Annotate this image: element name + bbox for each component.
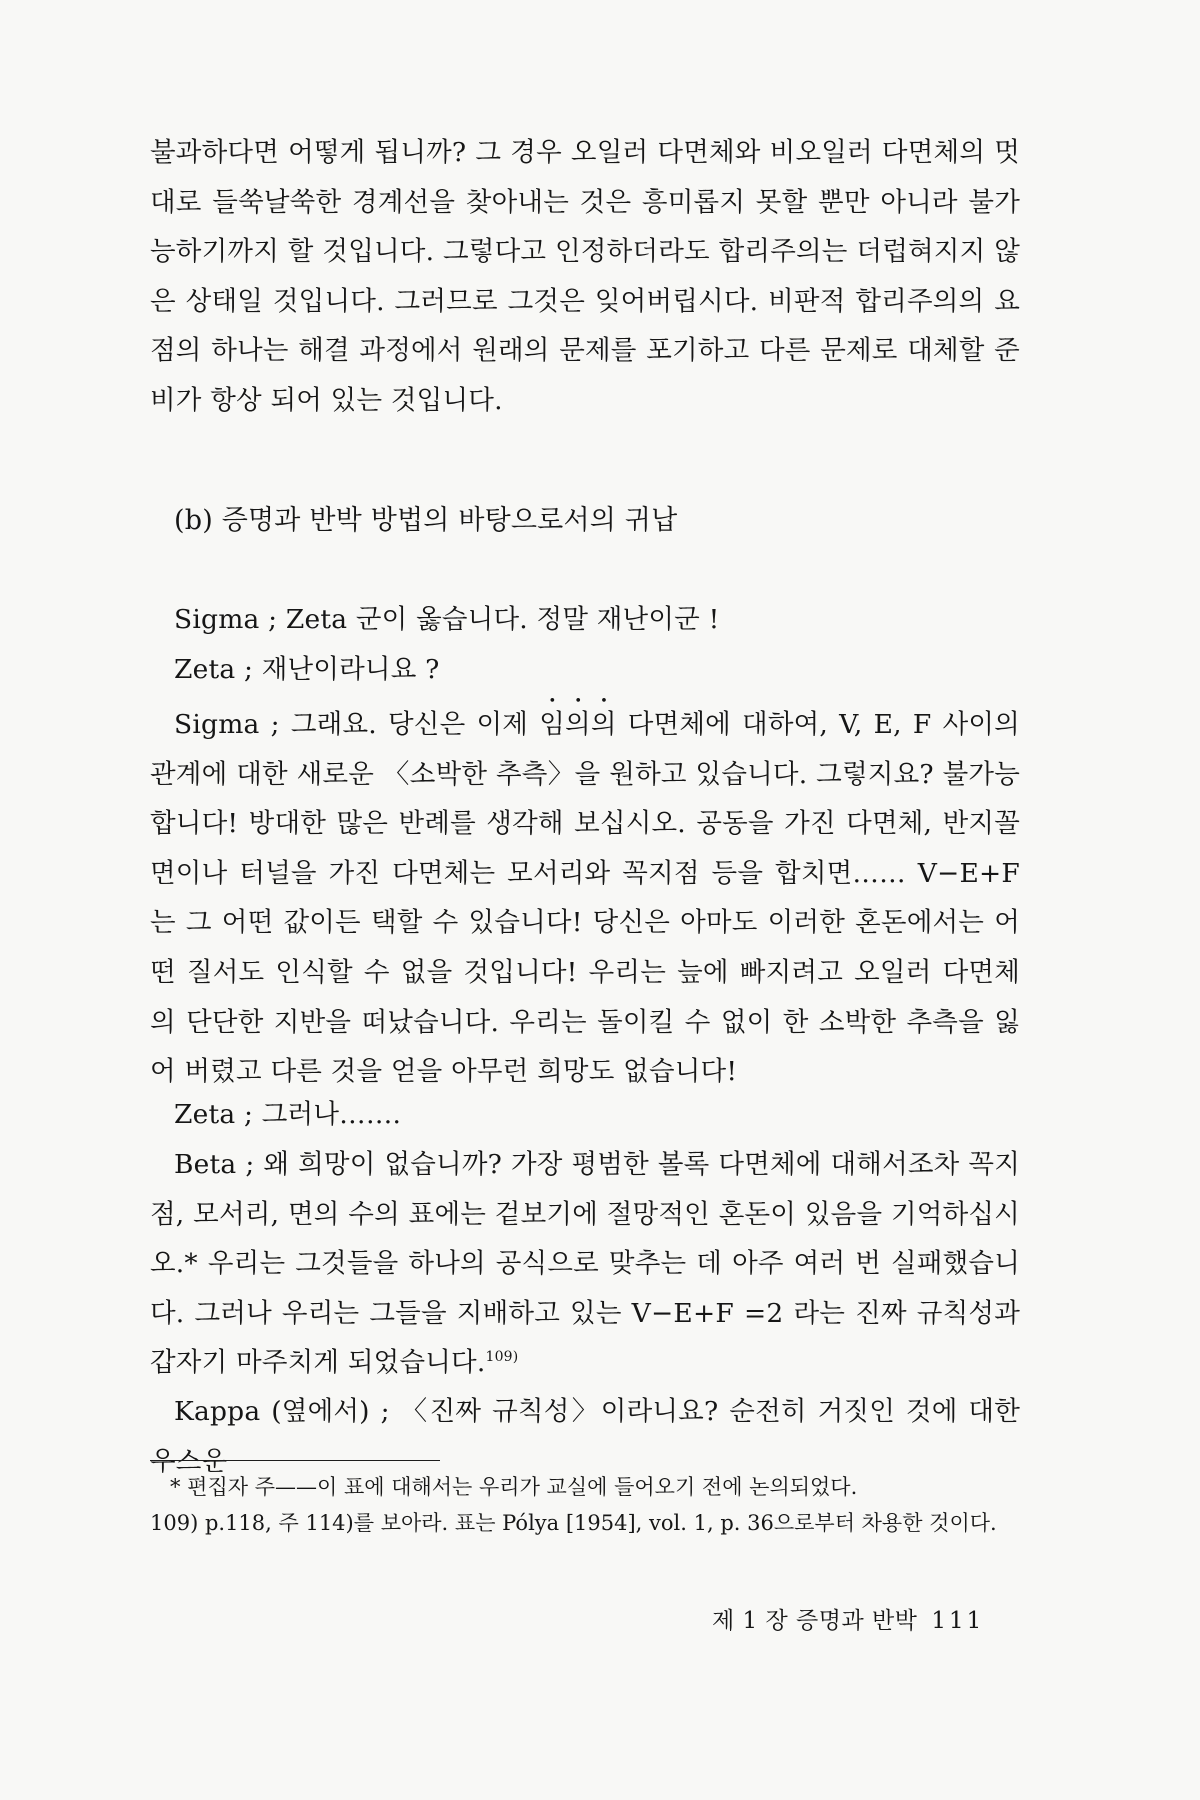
sigma-2-rest: 다면체에 대하여, V, E, F 사이의 관계에 대한 새로운 〈소박한 추측〉을 원하고 있습니다. 그렇지요? 불가능합니다! 방대한 많은 반례를 생각해 보십시오. 공동을 가진 다면체, 반지꼴 면이나 터널을 가진 다면체는 모서리와 꼭지점 등을 합치면…… V−E+F 는 그 어떤 값이든 택할 수 있습니다! 당신은 아마도 이러한 혼돈에서는 어떤 질서도 인식할 수 없을 것입니다! 우리는 늪에 빠지려고 오일러 다면체의 단단한 지반을 떠났습니다. 우리는 돌이킬 수 없이 한 소박한 추측을 잃어 버렸고 다른 것을 얻을 아무런 희망도 없습니다! xyxy=(150,709,1020,1088)
footnote-reference-109: 109) xyxy=(485,1349,519,1366)
page-number: 111 xyxy=(931,1608,985,1634)
zeta-line-1: Zeta ; 재난이라니요 ? xyxy=(174,654,440,685)
sigma-2-lead: Sigma ; 그래요. 당신은 이제 xyxy=(174,709,540,740)
editor-footnote: * 편집자 주——이 표에 대해서는 우리가 교실에 들어오기 전에 논의되었다. xyxy=(170,1475,858,1499)
emphasized-word: 임의의 xyxy=(539,709,617,740)
zeta-line-2: Zeta ; 그러나……. xyxy=(174,1099,402,1130)
section-heading: (b) 증명과 반박 방법의 바탕으로서의 귀납 xyxy=(174,505,678,536)
beta-paragraph xyxy=(150,1140,1020,1388)
footnote-109: 109) p.118, 주 114)를 보아라. 표는 Pólya [1954], vol. 1, p. 36으로부터 차용한 것이다. xyxy=(150,1511,997,1535)
intro-paragraph: 불과하다면 어떻게 됩니까? 그 경우 오일러 다면체와 비오일러 다면체의 멋대로 들쑥날쑥한 경계선을 찾아내는 것은 흥미롭지 못할 뿐만 아니라 불가능하기까지 할 것입니다. 그렇다고 인정하더라도 합리주의는 더럽혀지지 않은 상태일 것입니다. 그러므로 그것은 잊어버립시다. 비판적 합리주의의 요점의 하나는 해결 과정에서 원래의 문제를 포기하고 다른 문제로 대체할 준비가 항상 되어 있는 것입니다. xyxy=(150,137,1020,416)
chapter-title: 제 1 장 증명과 반박 xyxy=(712,1608,918,1634)
sigma-paragraph-2 xyxy=(150,694,1020,1097)
footnote-divider xyxy=(150,1460,440,1461)
beta-text: Beta ; 왜 희망이 없습니까? 가장 평범한 볼록 다면체에 대해서조차 꼭지점, 모서리, 면의 수의 표에는 겉보기에 절망적인 혼돈이 있음을 기억하십시오.* 우리는 그것들을 하나의 공식으로 맞추는 데 아주 여러 번 실패했습니다. 그러나 우리는 그들을 지배하고 있는 V−E+F =2 라는 진짜 규칙성과 갑자기 마주치게 되었습니다. xyxy=(150,1149,1020,1379)
running-footer xyxy=(712,1602,984,1635)
sigma-line-1: Sigma ; Zeta 군이 옳습니다. 정말 재난이군 ! xyxy=(174,604,720,635)
kappa-line: Kappa (옆에서) ; 〈진짜 규칙성〉이라니요? 순전히 거짓인 것에 대한 우스운 xyxy=(150,1396,1020,1477)
